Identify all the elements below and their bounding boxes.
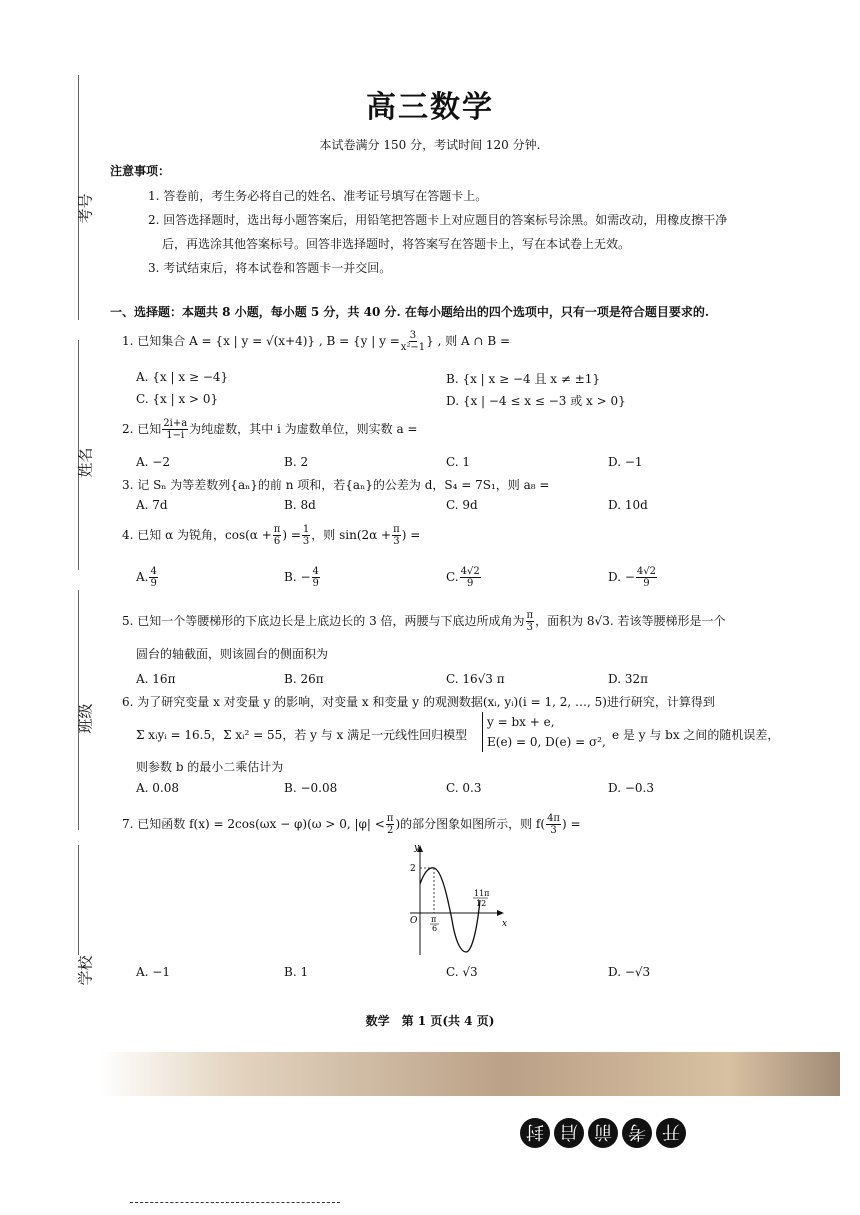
option-d: D. − $\frac{4√2}{9}$	[608, 566, 656, 589]
question-6-sums: Σ xᵢyᵢ = 16.5，Σ xᵢ² = 55，若 y 与 x 满足一元线性回归模型	[136, 728, 468, 742]
option-b: B. 2	[284, 455, 309, 469]
option-d: D. −√3	[608, 965, 651, 979]
section-heading: 一、选择题：本题共 8 小题，每小题 5 分，共 40 分. 在每小题给出的四个选项中，只有一项是符合题目要求的.	[110, 305, 710, 319]
school-label: 学校	[76, 955, 95, 986]
stamp-char: 开	[656, 1118, 686, 1148]
question-6-error-note: e 是 y 与 bx 之间的随机误差，	[612, 728, 780, 742]
option-d: D. {x | −4 ≤ x ≤ −3 或 x > 0}	[446, 394, 626, 408]
option-c: C. $\frac{4√2}{9}$	[446, 566, 480, 589]
function-graph	[400, 840, 510, 960]
origin-label: O	[410, 916, 418, 926]
page-footer: 数学 第 1 页(共 4 页)	[365, 1014, 495, 1028]
option-c: C. 0.3	[446, 781, 482, 795]
name-label: 姓名	[76, 447, 95, 478]
option-c: C. √3	[446, 965, 478, 979]
cosine-curve	[420, 868, 480, 952]
question-3-stem: 3. 记 Sₙ 为等差数列{aₙ}的前 n 项和，若{aₙ}的公差为 d，S₄ = 7S₁，则 a₈ =	[122, 478, 550, 492]
question-6-ask: 则参数 b 的最小二乘估计为	[136, 760, 284, 774]
option-b: B. − $\frac{4}{9}$	[284, 566, 319, 589]
option-a: A. 0.08	[136, 781, 180, 795]
y-label: y	[414, 843, 420, 853]
question-1-stem: 1. 已知集合 A = {x | y = √(x+4)} , B = {y | y = $\frac{3}{\text{x²−1}}$ } , 则 A ∩ B =	[122, 330, 511, 353]
option-a: A. 7d	[136, 498, 168, 512]
option-c: C. 9d	[446, 498, 478, 512]
option-a: A. −1	[136, 965, 170, 979]
x-tick-pi-6-n: π	[431, 915, 437, 924]
question-5-stem-cont: 圆台的轴截面，则该圆台的侧面积为	[136, 647, 329, 661]
option-d: D. 32π	[608, 672, 648, 686]
option-c: C. 16√3 π	[446, 672, 505, 686]
option-b: B. {x | x ≥ −4 且 x ≠ ±1}	[446, 372, 601, 386]
page-title: 高三数学	[366, 90, 494, 125]
option-d: D. 10d	[608, 498, 648, 512]
question-5-stem: 5. 已知一个等腰梯形的下底边长是上底边长的 3 倍，两腰与下底边所成角为 $\frac{\pi}{3}$ ，面积为 8√3. 若该等腰梯形是一个	[122, 610, 726, 633]
subtitle: 本试卷满分 150 分，考试时间 120 分钟.	[319, 138, 541, 152]
option-d: D. −0.3	[608, 781, 654, 795]
option-d: D. −1	[608, 455, 643, 469]
scan-tape-band	[100, 1052, 840, 1096]
seal-stamp-row	[520, 1118, 686, 1148]
notice-item: 2. 回答选择题时，选出每小题答案后，用铅笔把答题卡上对应题目的答案标号涂黑。如需改动，用橡皮擦干净	[148, 213, 728, 227]
option-b: B. 1	[284, 965, 309, 979]
stamp-char: 考	[622, 1118, 652, 1148]
question-6-stem: 6. 为了研究变量 x 对变量 y 的影响，对变量 x 和变量 y 的观测数据(xᵢ, yᵢ)(i = 1, 2, …, 5)进行研究，计算得到	[122, 695, 715, 709]
option-a: A. −2	[136, 455, 170, 469]
option-c: C. {x | x > 0}	[136, 392, 219, 406]
class-label: 班级	[76, 703, 95, 734]
notice-item: 后，再选涂其他答案标号。回答非选择题时，将答案写在答题卡上，写在本试卷上无效。	[162, 237, 631, 251]
regression-model: y = bx + e, E(e) = 0, D(e) = σ²,	[482, 712, 606, 752]
question-4-stem: 4. 已知 α 为锐角，cos(α + $\frac{\pi}{6}$ ) = $\frac{1}{3}$ ，则 sin(2α + $\frac{\pi}{3}$ ) =	[122, 524, 421, 547]
x-label: x	[502, 919, 508, 929]
option-b: B. 8d	[284, 498, 316, 512]
option-b: B. −0.08	[284, 781, 338, 795]
question-2-stem: 2. 已知 $\frac{2i+a}{1-i}$ 为纯虚数，其中 i 为虚数单位，则实数 a =	[122, 418, 418, 441]
stamp-char: 启	[554, 1118, 584, 1148]
x-tick-11pi-12-n: 11π	[474, 889, 490, 898]
option-a: A. $\frac{4}{9}$	[136, 566, 157, 589]
notice-item: 3. 考试结束后，将本试卷和答题卡一并交回。	[148, 261, 392, 275]
cut-dash-line	[130, 1202, 340, 1203]
exam-number-label: 考号	[76, 193, 95, 224]
stamp-char: 封	[520, 1118, 550, 1148]
x-tick-11pi-12-d: 12	[476, 899, 487, 908]
stamp-char: 前	[588, 1118, 618, 1148]
notice-heading: 注意事项：	[110, 164, 171, 178]
question-7-stem: 7. 已知函数 f(x) = 2cos(ωx − φ)(ω > 0, |φ| < $\frac{\pi}{2}$ )的部分图象如图所示，则 f( $\frac{4\pi}{3}$ ) =	[122, 813, 581, 836]
x-tick-pi-6-d: 6	[432, 924, 438, 933]
option-b: B. 26π	[284, 672, 324, 686]
y-tick-2: 2	[410, 864, 416, 874]
option-c: C. 1	[446, 455, 471, 469]
notice-item: 1. 答卷前，考生务必将自己的姓名、准考证号填写在答题卡上。	[148, 189, 488, 203]
margin-line	[78, 845, 79, 955]
x-axis-arrow	[497, 910, 504, 916]
option-a: A. {x | x ≥ −4}	[136, 370, 229, 384]
option-a: A. 16π	[136, 672, 176, 686]
